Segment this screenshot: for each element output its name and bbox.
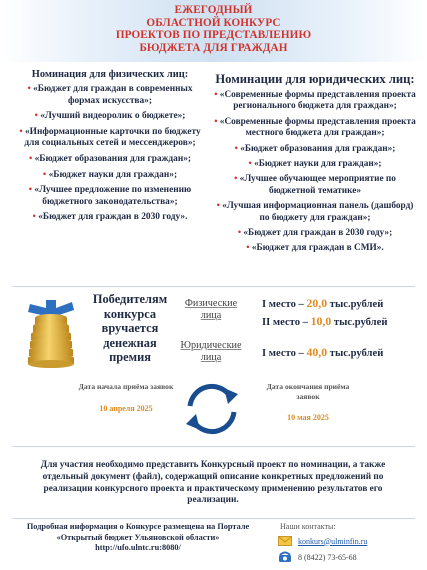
phone-row xyxy=(278,551,418,563)
nomination-item: • «Бюджет науки для граждан»; xyxy=(248,159,382,170)
nomination-item: • «Информационные карточки по бюджету для социальных сетей и мессенджеров»; xyxy=(19,126,201,149)
section-divider xyxy=(12,286,415,287)
trophy-coins-icon xyxy=(22,296,82,372)
start-date-value: 10 апреля 2025 xyxy=(99,403,153,413)
contacts xyxy=(278,522,418,563)
prize-row: II место – 10,0 тыс.рублей xyxy=(262,314,388,328)
section-divider xyxy=(12,446,415,447)
nomination-item: • «Лучшая информационная панель (дашборд) по бюджету для граждан»; xyxy=(216,201,414,223)
title-line: ЕЖЕГОДНЫЙ xyxy=(174,4,253,16)
winners-text: Победителям конкурса вручается денежная премия xyxy=(92,292,168,365)
prize-row: I место – 40,0 тыс.рублей xyxy=(262,345,384,359)
email-row xyxy=(278,535,418,547)
title-line: ОБЛАСТНОЙ КОНКУРС xyxy=(146,16,281,29)
nomination-item: • «Лучшее обучающее мероприятие по бюджетной тематике» xyxy=(234,174,396,196)
contacts-label: Наши контакты: xyxy=(280,522,336,531)
nomination-item: • «Бюджет для граждан в СМИ». xyxy=(246,243,384,254)
poster-title xyxy=(0,4,427,54)
individuals-nominations xyxy=(12,68,208,228)
participation-info: Для участия необходимо представить Конкурсный проект по номинации, а также отдельный документ (файл), содержащий описание конкретных предложений по реализации конкурсного проекта и практическому применению результатов его реализации. xyxy=(40,460,386,506)
nomination-item: • «Бюджет образования для граждан»; xyxy=(234,143,396,154)
nomination-item: • «Современные формы представления проекта местного бюджета для граждан»; xyxy=(214,116,416,139)
envelope-icon xyxy=(278,535,292,547)
legal-heading: Номинации для юридических лиц: xyxy=(215,72,415,86)
nomination-item: • «Бюджет для граждан в 2030 году»; xyxy=(237,228,393,239)
phone-icon xyxy=(278,551,292,563)
title-line: ПРОЕКТОВ ПО ПРЕДСТАВЛЕНИЮ xyxy=(115,29,312,42)
cycle-arrows-icon xyxy=(178,380,246,438)
start-date-label: Дата начала приёма заявок xyxy=(78,382,174,391)
nomination-item: • «Бюджет образования для граждан»; xyxy=(28,153,192,164)
prize-row: I место – 20,0 тыс.рублей xyxy=(262,296,384,310)
portal-url[interactable]: http://ufo.ulntc.ru:8080/ xyxy=(95,543,181,553)
nomination-item: • «Лучшее предложение по изменению бюджетного законодательства»; xyxy=(28,185,192,207)
portal-line: «Открытый бюджет Ульяновской области» xyxy=(56,532,220,542)
phone-number: 8 (8422) 73-65-68 xyxy=(298,552,357,562)
end-date-label: Дата окончания приёма заявок xyxy=(266,382,350,401)
nomination-item: • «Современные формы представления проекта регионального бюджета для граждан»; xyxy=(214,90,416,112)
portal-info xyxy=(18,522,258,554)
end-date-block xyxy=(260,382,356,422)
category-individuals: Физические лица xyxy=(184,298,238,321)
nomination-item: • «Лучший видеоролик о бюджете»; xyxy=(34,111,186,122)
nomination-item: • «Бюджет для граждан в 2030 году». xyxy=(32,212,188,223)
footer-divider xyxy=(12,518,415,519)
end-date-value: 10 мая 2025 xyxy=(287,413,329,423)
nomination-item: • «Бюджет для граждан в современных формах искусства»; xyxy=(27,84,193,106)
category-legal: Юридические лица xyxy=(180,340,242,363)
nomination-item: • «Бюджет науки для граждан»; xyxy=(42,169,178,180)
email-link[interactable]: konkurs@ulminfin.ru xyxy=(298,536,368,546)
legal-nominations xyxy=(212,72,418,259)
individuals-heading: Номинация для физических лиц: xyxy=(31,69,189,80)
title-line: БЮДЖЕТА ДЛЯ ГРАЖДАН xyxy=(139,41,288,54)
start-date-block xyxy=(78,382,174,413)
portal-line: Подробная информация о Конкурсе размещена на Портале xyxy=(26,522,250,531)
